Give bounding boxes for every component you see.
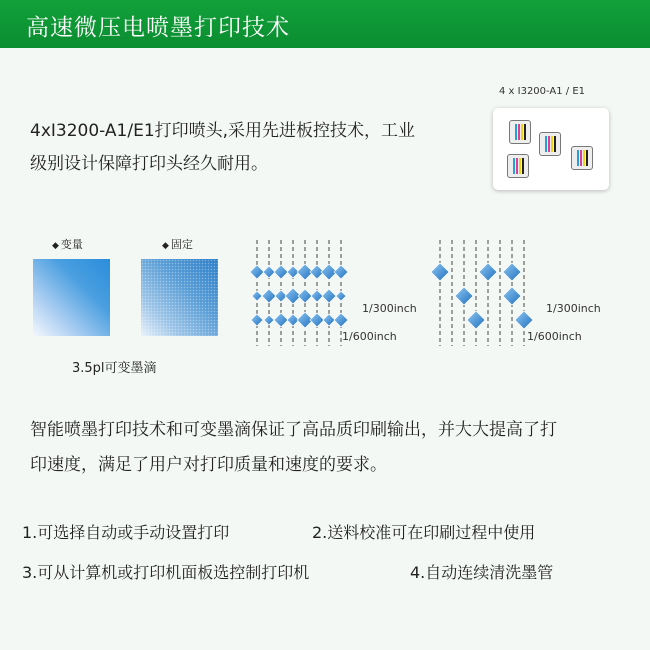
ink-drop <box>334 313 348 327</box>
ink-drop <box>298 289 312 303</box>
ink-drop <box>274 313 288 327</box>
page-header <box>0 0 650 48</box>
ink-drop <box>334 265 348 279</box>
resolution-300-label: 1/300inch <box>546 302 601 315</box>
fixed-drop-swatch <box>141 259 218 336</box>
feature-item-4: 4.自动连续清洗墨管 <box>410 563 554 582</box>
resolution-600-label: 1/600inch <box>342 330 397 343</box>
resolution-600-label: 1/600inch <box>527 330 582 343</box>
ink-drop <box>263 266 275 278</box>
bullet-icon: ◆ <box>162 241 169 251</box>
variable-drop-label <box>52 236 83 252</box>
page-title: 高速微压电喷墨打印技术 <box>26 15 290 41</box>
ink-drop <box>323 314 335 326</box>
bullet-icon: ◆ <box>52 241 59 251</box>
ink-drop <box>455 287 473 305</box>
ink-drop <box>479 263 497 281</box>
feature-item-3: 3.可从计算机或打印机面板选控制打印机 <box>22 563 310 582</box>
fixed-label-text: 固定 <box>170 238 193 251</box>
body-line-2: 印速度，满足了用户对打印质量和速度的要求。 <box>30 455 387 475</box>
variable-label-text: 变量 <box>60 238 83 251</box>
ink-drop <box>503 263 521 281</box>
fixed-drop-label <box>162 236 193 252</box>
printhead-4 <box>571 146 593 170</box>
drop-size-caption: 3.5pl可变墨滴 <box>72 361 157 376</box>
ink-drop <box>311 290 323 302</box>
variable-drop-swatch <box>33 259 110 336</box>
ink-drop <box>252 291 262 301</box>
ink-drop <box>251 314 263 326</box>
ink-drop <box>250 265 264 279</box>
printhead-caption: 4 x I3200-A1 / E1 <box>499 86 586 97</box>
fixed-dot-pattern-diagram <box>430 238 535 348</box>
printhead-2 <box>539 132 561 156</box>
ink-drop <box>503 287 521 305</box>
ink-drop <box>310 313 324 327</box>
intro-line-2: 级别设计保障打印头经久耐用。 <box>30 154 268 174</box>
printhead-1 <box>509 120 531 144</box>
intro-line-1: 4xI3200-A1/E1打印喷头,采用先进板控技术，工业 <box>30 121 416 141</box>
body-line-1: 智能喷墨打印技术和可变墨滴保证了高品质印刷输出，并大大提高了打 <box>30 420 557 440</box>
feature-item-2: 2.送料校准可在印刷过程中使用 <box>312 523 536 542</box>
ink-drop <box>467 311 485 329</box>
body-paragraph <box>30 413 630 483</box>
resolution-300-label: 1/300inch <box>362 302 417 315</box>
ink-drop <box>262 289 276 303</box>
ink-drop <box>264 315 274 325</box>
intro-paragraph <box>30 115 470 181</box>
ink-drop <box>515 311 533 329</box>
ink-drop <box>274 265 288 279</box>
ink-drop <box>322 289 336 303</box>
ink-drop <box>431 263 449 281</box>
ink-drop <box>336 291 346 301</box>
printhead-module-icon <box>493 108 609 190</box>
feature-item-1: 1.可选择自动或手动设置打印 <box>22 523 230 542</box>
printhead-3 <box>507 154 529 178</box>
